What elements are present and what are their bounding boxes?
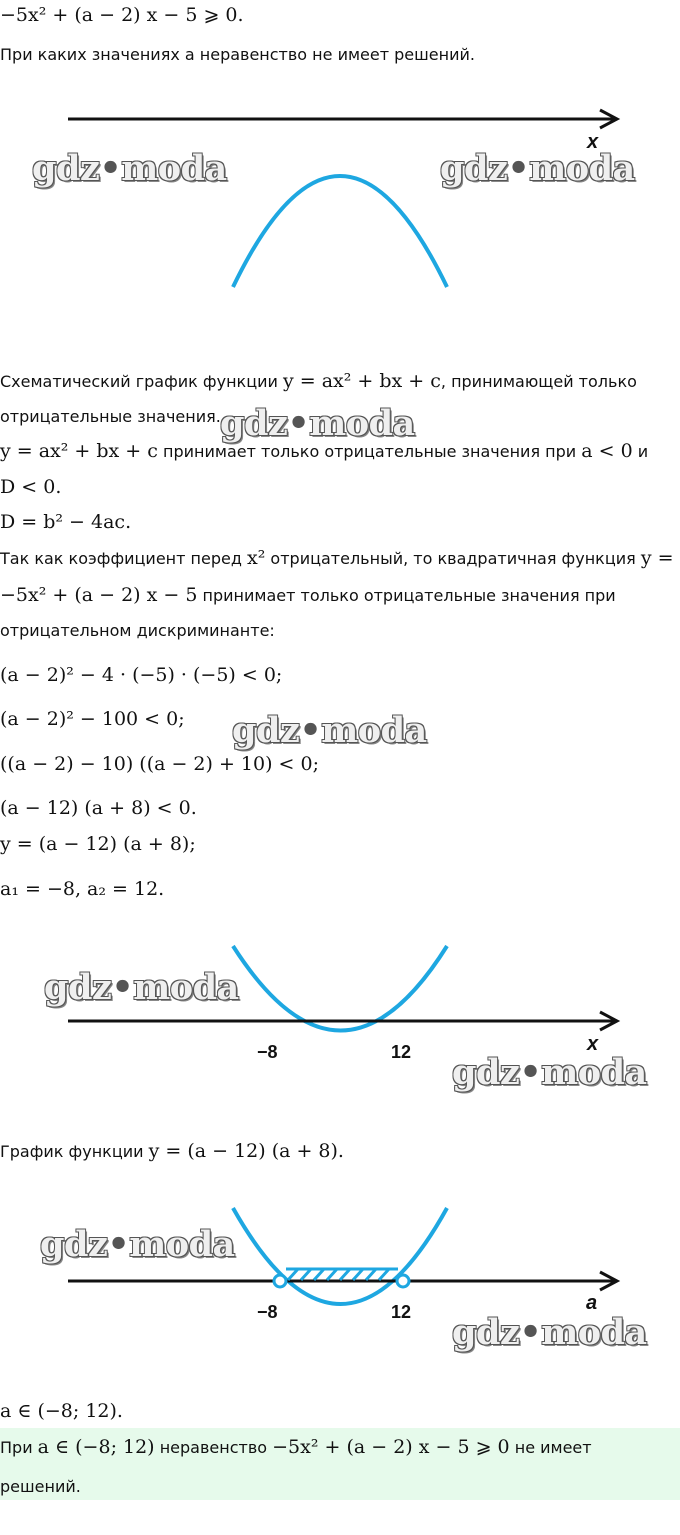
step-5: y = (a − 12) (a + 8); [0,833,196,855]
open-point-right [397,1275,409,1287]
problem-question: При каких значениях a неравенство не имеет решений. [0,45,475,64]
watermark: gdz•moda [452,1312,647,1353]
step-4: (a − 12) (a + 8) < 0. [0,797,197,819]
roots: a₁ = −8, a₂ = 12. [0,878,165,900]
watermark: gdz•moda [32,148,227,189]
interval-hatching [286,1269,398,1280]
step-1: (a − 2)² − 4 · (−5) · (−5) < 0; [0,664,283,686]
watermark: gdz•moda [40,1224,235,1265]
watermark: gdz•moda [452,1052,647,1093]
answer-line-2: решений. [0,1477,81,1496]
step-2: (a − 2)² − 100 < 0; [0,708,185,730]
open-point-left [274,1275,286,1287]
caption-1-cont: отрицательные значения. [0,407,221,426]
graph-negative-parabola [0,95,680,395]
parabola-curve [233,176,447,287]
condition-line: y = ax² + bx + c принимает только отрицательные значения при a < 0 и [0,440,649,462]
caption-2: График функции y = (a − 12) (a + 8). [0,1140,344,1162]
watermark: gdz•moda [232,710,427,751]
a-axis-label: a [586,1292,598,1314]
answer-line-1: При a ∈ (−8; 12) неравенство −5x² + (a − 2) x − 5 ⩾ 0 не имеет [0,1436,592,1458]
problem-inequality: −5x² + (a − 2) x − 5 ⩾ 0. [0,4,244,26]
discriminant-condition: D < 0. [0,476,62,498]
x-axis-label: x [587,1033,599,1055]
parabola-curve [233,1208,447,1304]
x-axis-label: x [587,131,599,153]
explanation-line-3: отрицательном дискриминанте: [0,621,275,640]
root-right-label: 12 [391,1042,412,1062]
discriminant-formula: D = b² − 4ac. [0,511,132,533]
explanation-line-1: Так как коэффициент перед x² отрицательный, то квадратичная функция y = [0,547,674,569]
watermark: gdz•moda [440,148,635,189]
root-left-label: −8 [257,1042,278,1062]
root-left-label: −8 [257,1302,278,1322]
parabola-curve [233,946,447,1031]
root-right-label: 12 [391,1302,412,1322]
watermark: gdz•moda [44,967,239,1008]
explanation-line-2: −5x² + (a − 2) x − 5 принимает только отрицательные значения при [0,584,616,606]
caption-1: Схематический график функции y = ax² + bx + c, принимающей только [0,370,637,392]
step-3: ((a − 2) − 10) ((a − 2) + 10) < 0; [0,753,320,775]
watermark: gdz•moda [220,403,415,444]
interval-result: a ∈ (−8; 12). [0,1400,123,1422]
